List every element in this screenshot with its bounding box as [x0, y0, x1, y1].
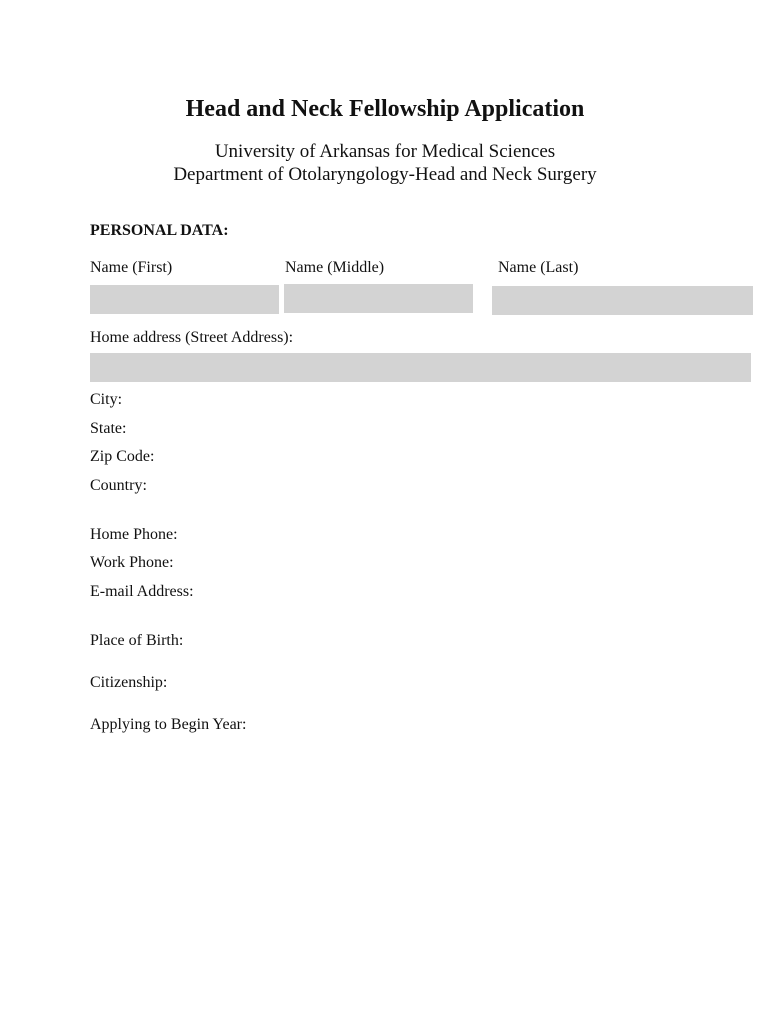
name-last-label: Name (Last): [498, 259, 579, 276]
email-address-label: E-mail Address:: [90, 583, 194, 600]
name-first-label: Name (First): [90, 259, 173, 276]
zip-code-label: Zip Code:: [90, 448, 155, 465]
street-address-field[interactable]: [90, 353, 751, 382]
name-first-field[interactable]: [90, 285, 279, 314]
place-of-birth-label: Place of Birth:: [90, 632, 184, 649]
name-last-field[interactable]: [492, 286, 753, 315]
name-middle-field[interactable]: [284, 284, 473, 313]
institution-name: University of Arkansas for Medical Sciences: [214, 141, 556, 162]
section-heading-personal-data: PERSONAL DATA:: [90, 222, 229, 239]
begin-year-label: Applying to Begin Year:: [90, 716, 247, 733]
state-label: State:: [90, 420, 127, 437]
department-name: Department of Otolaryngology-Head and Neck Surgery: [173, 164, 597, 185]
street-address-label: Home address (Street Address):: [90, 329, 294, 346]
page-title: Head and Neck Fellowship Application: [185, 96, 585, 122]
work-phone-label: Work Phone:: [90, 554, 174, 571]
city-label: City:: [90, 391, 123, 408]
citizenship-label: Citizenship:: [90, 674, 168, 691]
name-middle-label: Name (Middle): [285, 259, 385, 276]
home-phone-label: Home Phone:: [90, 526, 178, 543]
country-label: Country:: [90, 477, 147, 494]
